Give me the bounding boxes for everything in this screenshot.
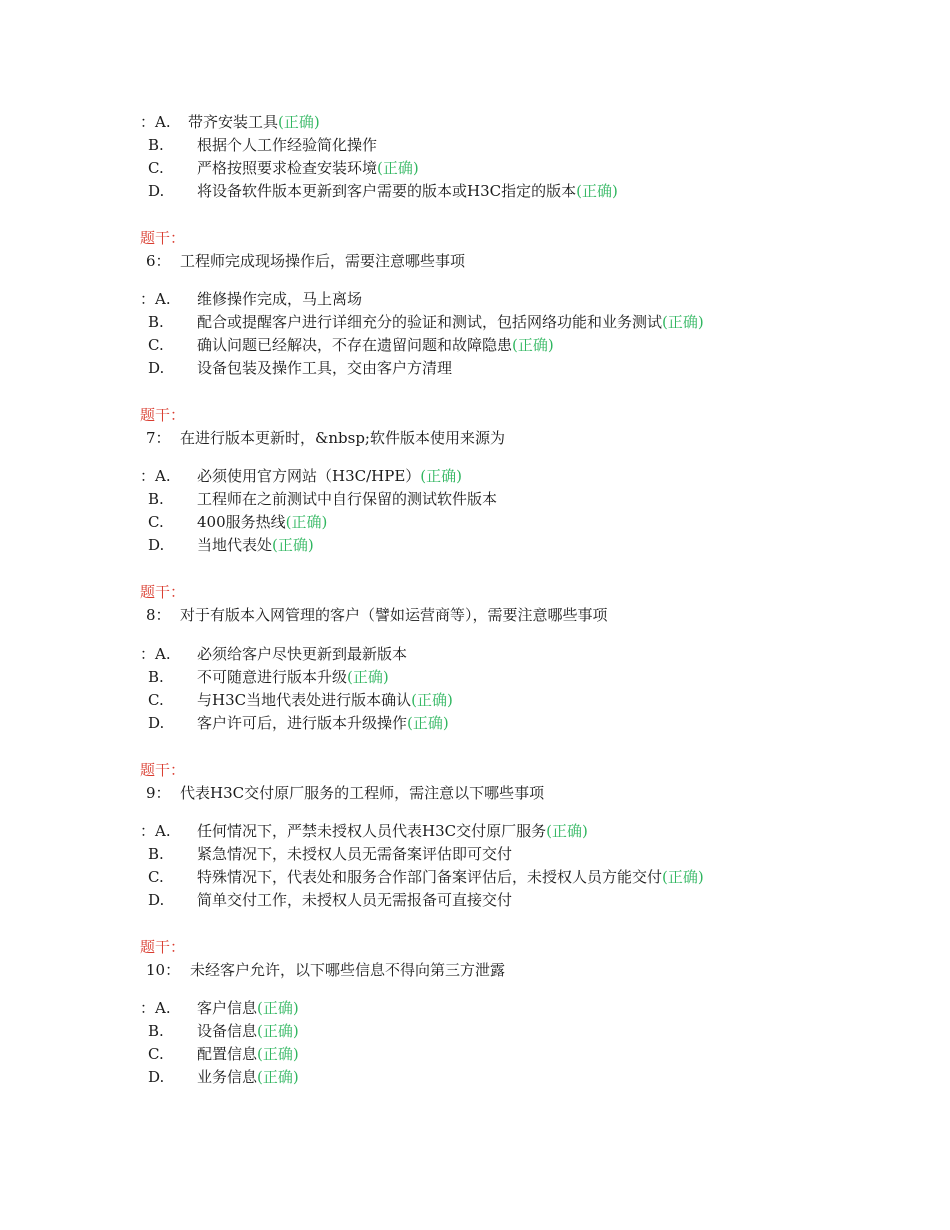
- option-label: C.: [148, 513, 164, 531]
- option-text: 客户信息(正确): [197, 999, 299, 1017]
- option-label: ：A.: [140, 467, 171, 485]
- option-label: D.: [148, 359, 165, 377]
- correct-mark: (正确): [662, 868, 704, 886]
- option-text: 确认问题已经解决，不存在遗留问题和故障隐患(正确): [197, 336, 554, 354]
- option-label: ：A.: [140, 113, 171, 131]
- option-text: 特殊情况下，代表处和服务合作部门备案评估后，未授权人员方能交付(正确): [197, 868, 704, 886]
- correct-mark: (正确): [411, 691, 453, 709]
- option-text: 不可随意进行版本升级(正确): [197, 668, 389, 686]
- question-stem: [146, 428, 505, 448]
- correct-mark: (正确): [546, 822, 588, 840]
- question-number: 8：: [146, 606, 171, 624]
- correct-mark: (正确): [407, 714, 449, 732]
- option-label: ：A.: [140, 645, 171, 663]
- question-stem: [146, 960, 506, 980]
- question-text: 在进行版本更新时，&nbsp;软件版本使用来源为: [180, 429, 505, 447]
- correct-mark: (正确): [377, 159, 419, 177]
- option-text: 根据个人工作经验简化操作: [197, 136, 378, 154]
- correct-mark: (正确): [278, 113, 320, 131]
- option-label: B.: [148, 490, 164, 508]
- option-text: 设备包装及操作工具，交由客户方清理: [197, 359, 453, 377]
- question-number: 10：: [146, 961, 181, 979]
- stem-title: 题干：: [140, 938, 186, 956]
- correct-mark: (正确): [257, 1068, 299, 1086]
- option-text: 维修操作完成，马上离场: [197, 290, 363, 308]
- option-label: C.: [148, 336, 164, 354]
- option-label: C.: [148, 1045, 164, 1063]
- correct-mark: (正确): [347, 668, 389, 686]
- correct-mark: (正确): [576, 182, 618, 200]
- option-label: D.: [148, 182, 165, 200]
- option-text: 任何情况下，严禁未授权人员代表H3C交付原厂服务(正确): [197, 822, 588, 840]
- stem-title: 题干：: [140, 229, 186, 247]
- correct-mark: (正确): [662, 313, 704, 331]
- option-text: 配合或提醒客户进行详细充分的验证和测试，包括网络功能和业务测试(正确): [197, 313, 704, 331]
- question-stem: [146, 251, 466, 271]
- option-label: B.: [148, 668, 164, 686]
- correct-mark: (正确): [257, 1022, 299, 1040]
- option-text: 业务信息(正确): [197, 1068, 299, 1086]
- option-text: 客户许可后，进行版本升级操作(正确): [197, 714, 449, 732]
- option-text: 设备信息(正确): [197, 1022, 299, 1040]
- correct-mark: (正确): [420, 467, 462, 485]
- option-text: 简单交付工作，未授权人员无需报备可直接交付: [197, 891, 513, 909]
- question-stem: [146, 783, 545, 803]
- option-text: 必须给客户尽快更新到最新版本: [197, 645, 408, 663]
- stem-title: 题干：: [140, 406, 186, 424]
- option-text: 紧急情况下，未授权人员无需备案评估即可交付: [197, 845, 513, 863]
- option-label: B.: [148, 136, 164, 154]
- question-stem: [146, 605, 608, 625]
- option-text: 配置信息(正确): [197, 1045, 299, 1063]
- option-label: ：A.: [140, 999, 171, 1017]
- stem-title: 题干：: [140, 583, 186, 601]
- option-label: D.: [148, 714, 165, 732]
- option-label: ：A.: [140, 290, 171, 308]
- option-text: 与H3C当地代表处进行版本确认(正确): [197, 691, 453, 709]
- correct-mark: (正确): [257, 1045, 299, 1063]
- option-label: C.: [148, 691, 164, 709]
- option-label: B.: [148, 1022, 164, 1040]
- question-number: 7：: [146, 429, 171, 447]
- option-label: B.: [148, 313, 164, 331]
- option-text: 带齐安装工具(正确): [188, 113, 320, 131]
- option-text: 400服务热线(正确): [197, 513, 328, 531]
- question-number: 6：: [146, 252, 171, 270]
- correct-mark: (正确): [257, 999, 299, 1017]
- question-text: 对于有版本入网管理的客户（譬如运营商等），需要注意哪些事项: [180, 606, 608, 624]
- option-label: D.: [148, 1068, 165, 1086]
- option-label: C.: [148, 868, 164, 886]
- option-label: B.: [148, 845, 164, 863]
- option-text: 将设备软件版本更新到客户需要的版本或H3C指定的版本(正确): [197, 182, 618, 200]
- option-label: C.: [148, 159, 164, 177]
- correct-mark: (正确): [512, 336, 554, 354]
- question-number: 9：: [146, 784, 171, 802]
- option-label: D.: [148, 891, 165, 909]
- option-label: ：A.: [140, 822, 171, 840]
- question-text: 未经客户允许，以下哪些信息不得向第三方泄露: [190, 961, 506, 979]
- question-text: 工程师完成现场操作后，需要注意哪些事项: [180, 252, 466, 270]
- option-text: 严格按照要求检查安装环境(正确): [197, 159, 419, 177]
- question-text: 代表H3C交付原厂服务的工程师，需注意以下哪些事项: [180, 784, 545, 802]
- correct-mark: (正确): [285, 513, 328, 531]
- stem-title: 题干：: [140, 761, 186, 779]
- correct-mark: (正确): [272, 536, 314, 554]
- option-text: 当地代表处(正确): [197, 536, 314, 554]
- option-text: 工程师在之前测试中自行保留的测试软件版本: [197, 490, 498, 508]
- option-label: D.: [148, 536, 165, 554]
- option-text: 必须使用官方网站（H3C/HPE）(正确): [197, 467, 462, 485]
